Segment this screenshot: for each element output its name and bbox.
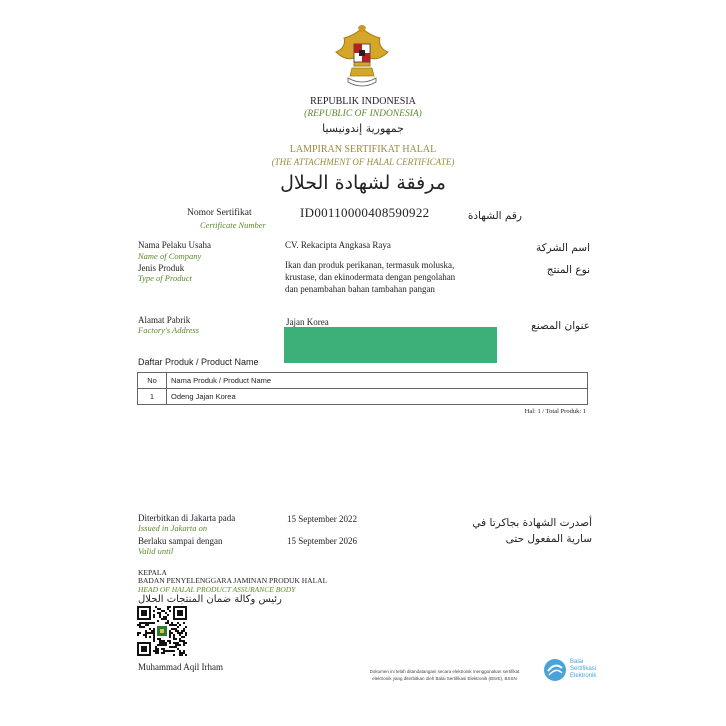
- company-label-ar: اسم الشركة: [536, 242, 590, 254]
- product-table-header: [138, 373, 588, 389]
- title-id: LAMPIRAN SERTIFIKAT HALAL: [289, 144, 437, 155]
- signatory-body: BADAN PENYELENGGARA JAMINAN PRODUK HALAL: [138, 576, 328, 585]
- product-type-label-id: Jenis Produk: [138, 263, 185, 273]
- factory-label-ar: عنوان المصنع: [531, 320, 590, 332]
- title-ar: مرفقة لشهادة الحلال: [280, 172, 446, 194]
- company-value: CV. Rekacipta Angkasa Raya: [285, 240, 391, 250]
- bsre-name-3: Elektronik: [570, 673, 597, 679]
- issued-label-en: Issued in Jakarta on: [138, 523, 208, 533]
- product-table: [137, 372, 588, 405]
- bsre-name-1: Balai: [570, 659, 584, 665]
- bsre-name-2: Sertifikasi: [570, 666, 597, 672]
- country-name-ar: جمهورية إندونيسيا: [322, 122, 404, 135]
- valid-label-id: Berlaku sampai dengan: [138, 536, 223, 546]
- factory-label-en: Factory's Address: [138, 325, 200, 335]
- product-type-line-1: Ikan dan produk perikanan, termasuk moluska,: [285, 260, 455, 270]
- signatory-body-en: HEAD OF HALAL PRODUCT ASSURANCE BODY: [138, 585, 296, 594]
- certificate-label-id: Nomor Sertifikat: [187, 208, 252, 218]
- issued-label-ar: أصدرت الشهادة بجاكرتا في: [472, 517, 592, 529]
- issued-label-id: Diterbitkan di Jakarta pada: [138, 513, 236, 523]
- row-no: 1: [138, 389, 167, 405]
- esign-note-line-1: Dokumen ini telah ditandatangani secara elektronik menggunakan sertifikat: [369, 669, 520, 674]
- certificate-label-ar: رقم الشهادة: [467, 210, 522, 222]
- signatory-name: Muhammad Aqil Irham: [138, 662, 223, 672]
- col-name-header: Nama Produk / Product Name: [167, 373, 588, 389]
- signatory-body-ar: رئيس وكالة ضمان المنتجات الحلال: [138, 594, 282, 605]
- row-product-name: Odeng Jajan Korea: [167, 389, 588, 405]
- garuda-emblem: [330, 22, 394, 90]
- certificate-label-en: Certificate Number: [200, 220, 266, 230]
- qr-code: [137, 606, 187, 656]
- col-no-header: No: [138, 373, 167, 389]
- factory-value: Jajan Korea: [286, 317, 329, 327]
- country-name-en: (REPUBLIC OF INDONESIA): [304, 109, 422, 119]
- title-en: (THE ATTACHMENT OF HALAL CERTIFICATE): [271, 157, 455, 167]
- valid-date: 15 September 2026: [287, 536, 357, 546]
- issued-date: 15 September 2022: [287, 514, 357, 524]
- table-row: [138, 389, 588, 405]
- valid-label-ar: سارية المفعول حتى: [505, 533, 592, 545]
- factory-address-redaction: [284, 327, 497, 363]
- country-name-id: REPUBLIK INDONESIA: [310, 96, 416, 107]
- product-type-line-3: dan penambahan bahan tambahan pangan: [285, 284, 435, 294]
- product-type-label-ar: نوع المنتج: [546, 264, 590, 276]
- product-list-title: Daftar Produk / Product Name: [138, 357, 259, 367]
- product-type-line-2: krustase, dan ekinodermata dengan pengolahan: [285, 272, 456, 282]
- certificate-number: ID00110000408590922: [300, 205, 430, 220]
- bsre-logo-icon: [543, 658, 567, 682]
- valid-label-en: Valid until: [138, 546, 174, 556]
- company-label-en: Name of Company: [138, 251, 202, 261]
- product-type-label-en: Type of Product: [138, 273, 192, 283]
- signatory-title: KEPALA: [138, 568, 167, 577]
- page-info: Hal: 1 / Total Produk: 1: [524, 408, 586, 415]
- esign-note-line-2: elektronik yang diterbitkan oleh Balai Sertifikasi Elektronik (BSrE), BSSN: [372, 676, 517, 681]
- company-label-id: Nama Pelaku Usaha: [138, 240, 211, 250]
- factory-label-id: Alamat Pabrik: [138, 315, 191, 325]
